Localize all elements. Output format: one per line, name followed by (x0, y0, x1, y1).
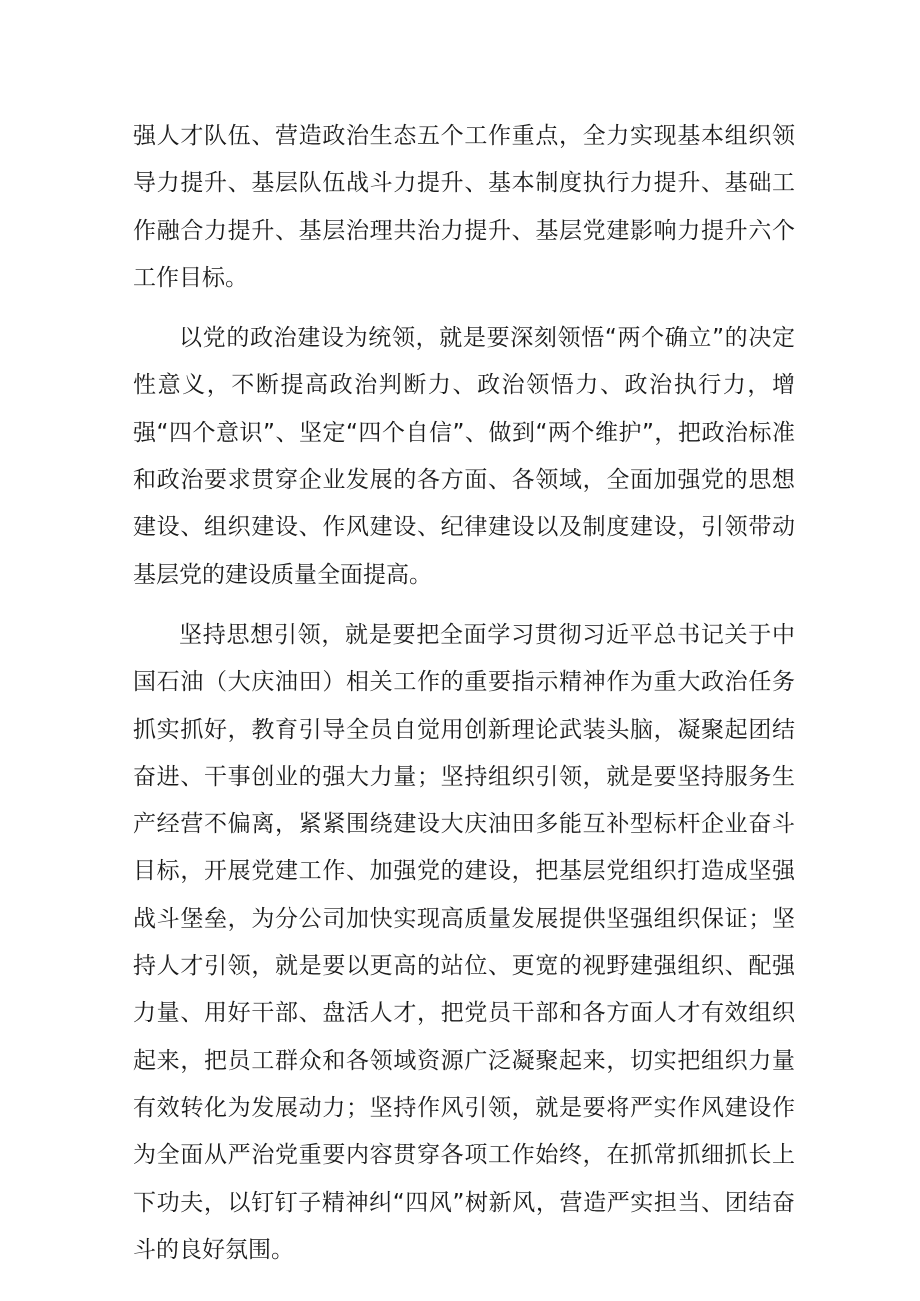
document-body (133, 113, 795, 1274)
paragraph-2: 以党的政治建设为统领，就是要深刻领悟“两个确立”的决定性意义，不断提高政治判断力、政治领悟力、政治执行力，增强“四个意识”、坚定“四个自信”、做到“两个维护”，把政治标准和政治要求贯穿企业发展的各方面、各领域，全面加强党的思想建设、组织建设、作风建设、纪律建设以及制度建设，引领带动基层党的建设质量全面提高。 (133, 325, 795, 588)
paragraph-3: 坚持思想引领，就是要把全面学习贯彻习近平总书记关于中国石油（大庆油田）相关工作的重要指示精神作为重大政治任务抓实抓好，教育引导全员自觉用创新理论武装头脑，凝聚起团结奋进、干事创业的强大力量；坚持组织引领，就是要坚持服务生产经营不偏离，紧紧围绕建设大庆油田多能互补型标杆企业奋斗目标，开展党建工作、加强党的建设，把基层党组织打造成坚强战斗堡垒，为分公司加快实现高质量发展提供坚强组织保证；坚持人才引领，就是要以更高的站位、更宽的视野建强组织、配强力量、用好干部、盘活人才，把党员干部和各方面人才有效组织起来，把员工群众和各领域资源广泛凝聚起来，切实把组织力量有效转化为发展动力；坚持作风引领，就是要将严实作风建设作为全面从严治党重要内容贯穿各项工作始终，在抓常抓细抓长上下功夫，以钉钉子精神纠“四风”树新风，营造严实担当、团结奋斗的良好氛围。 (133, 621, 795, 1263)
paragraph-1: 强人才队伍、营造政治生态五个工作重点，全力实现基本组织领导力提升、基层队伍战斗力提升、基本制度执行力提升、基础工作融合力提升、基层治理共治力提升、基层党建影响力提升六个工作目标。 (133, 123, 795, 291)
